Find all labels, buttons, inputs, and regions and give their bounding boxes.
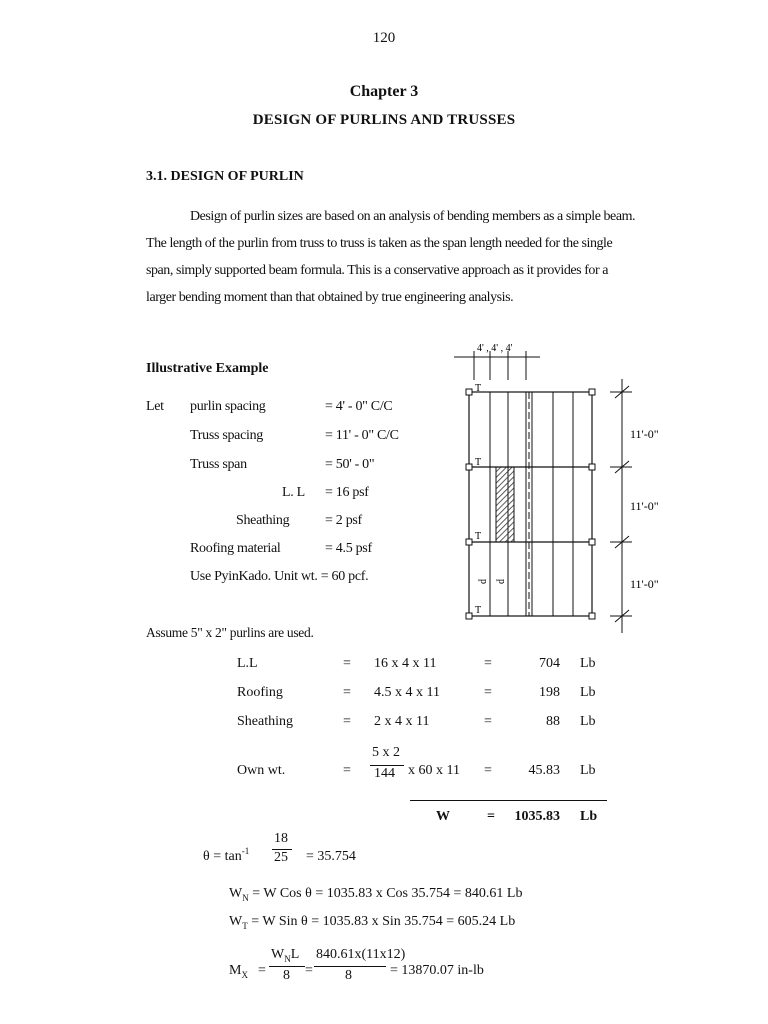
load-unit: Lb — [580, 685, 596, 700]
total-unit: Lb — [580, 809, 598, 824]
assume-note: Assume 5" x 2" purlins are used. — [146, 625, 314, 640]
total-name: W — [436, 809, 450, 824]
given-label: Truss span — [190, 457, 247, 472]
mx-rhs: = 13870.07 in-lb — [390, 963, 484, 978]
wt-rest: = W Sin θ = 1035.83 x Sin 35.754 = 605.24 Lb — [247, 914, 516, 929]
load-eq: = — [343, 714, 351, 729]
load-eq2: = — [484, 685, 492, 700]
wt-equation — [229, 914, 515, 930]
given-value: = 11' - 0" C/C — [325, 428, 399, 443]
load-eq: = — [343, 685, 351, 700]
given-label: Roofing material — [190, 541, 281, 556]
load-value: 198 — [539, 685, 560, 700]
wt-sub: T — [242, 921, 248, 931]
bay-dim-label: 11'-0" — [630, 499, 659, 513]
given-value: = 4.5 psf — [325, 541, 372, 556]
given-value: = 4' - 0" C/C — [325, 399, 393, 414]
paragraph-line: The length of the purlin from truss to truss is taken as the span length needed for the single — [146, 236, 613, 251]
load-unit: Lb — [580, 714, 596, 729]
intro-paragraph — [146, 203, 669, 311]
mx-num1-rest: L — [290, 947, 300, 962]
given-label: purlin spacing — [190, 399, 266, 414]
theta-equation — [203, 846, 250, 865]
top-dim-label: 4' , 4' , 4' — [477, 343, 513, 354]
chapter-heading: Chapter 3 — [349, 83, 419, 100]
truss-label: T — [475, 605, 482, 616]
example-heading: Illustrative Example — [146, 361, 269, 376]
load-expr: 2 x 4 x 11 — [374, 714, 430, 729]
load-name: Sheathing — [237, 714, 293, 729]
mx-num1-full — [271, 947, 299, 963]
section-heading: 3.1. DESIGN OF PURLIN — [146, 169, 304, 184]
total-value: 1035.83 — [514, 809, 560, 824]
fraction-bar — [269, 966, 305, 967]
theta-lhs: θ = tan — [203, 849, 242, 864]
bay-dim-label: 11'-0" — [630, 577, 659, 591]
load-name: L.L — [237, 656, 258, 671]
own-wt-eq: = — [343, 763, 351, 778]
mx-eq: = — [258, 963, 266, 978]
load-value: 704 — [539, 656, 560, 671]
use-note: Use PyinKado. Unit wt. = 60 pcf. — [190, 569, 369, 584]
given-label: L. L — [282, 485, 305, 500]
fraction-bar — [314, 966, 386, 967]
truss-label: T — [475, 383, 482, 394]
chapter-title: DESIGN OF PURLINS AND TRUSSES — [252, 112, 516, 128]
truss-label: T — [475, 457, 482, 468]
load-expr: 16 x 4 x 11 — [374, 656, 437, 671]
given-label: Sheathing — [236, 513, 290, 528]
mx-eq2: = — [305, 963, 313, 978]
roof-plan-diagram — [440, 335, 659, 635]
own-wt-value: 45.83 — [528, 763, 560, 778]
load-value: 88 — [546, 714, 560, 729]
mx-num1-symbol: W — [271, 947, 285, 962]
bay-dim-label: 11'-0" — [630, 427, 659, 441]
theta-denominator: 25 — [274, 850, 288, 865]
given-value: = 50' - 0" — [325, 457, 375, 472]
load-expr: 4.5 x 4 x 11 — [374, 685, 440, 700]
mx-den2: 8 — [345, 968, 352, 983]
let-label: Let — [146, 399, 164, 414]
theta-rhs: = 35.754 — [306, 849, 356, 864]
own-wt-unit: Lb — [580, 763, 596, 778]
own-wt-denominator: 144 — [374, 766, 395, 781]
own-wt-eq2: = — [484, 763, 492, 778]
mx-sub: X — [241, 970, 248, 980]
given-label: Truss spacing — [190, 428, 263, 443]
wn-equation — [229, 886, 522, 902]
total-eq: = — [487, 809, 495, 824]
truss-label: T — [475, 531, 482, 542]
load-name: Roofing — [237, 685, 283, 700]
mx-num2: 840.61x(11x12) — [316, 947, 406, 962]
page-number: 120 — [372, 30, 396, 46]
theta-sup: -1 — [241, 846, 250, 856]
paragraph-line: larger bending moment than that obtained by true engineering analysis. — [146, 290, 514, 305]
mx-lhs — [229, 963, 248, 979]
mx-num1-sub: N — [284, 954, 291, 964]
wn-sub: N — [242, 893, 249, 903]
load-unit: Lb — [580, 656, 596, 671]
mx-den1: 8 — [283, 968, 290, 983]
sum-rule — [410, 800, 607, 801]
purlin-label: p — [478, 579, 489, 584]
load-eq: = — [343, 656, 351, 671]
tributary-area — [496, 467, 514, 542]
own-wt-numerator: 5 x 2 — [372, 745, 400, 760]
mx-symbol: M — [229, 963, 242, 978]
load-eq2: = — [484, 714, 492, 729]
wn-symbol: W — [229, 886, 243, 901]
theta-numerator: 18 — [274, 831, 288, 846]
own-wt-name: Own wt. — [237, 763, 286, 778]
given-value: = 16 psf — [325, 485, 369, 500]
given-value: = 2 psf — [325, 513, 362, 528]
paragraph-line: span, simply supported beam formula. This is a conservative approach as it provides for a — [146, 263, 609, 278]
load-eq2: = — [484, 656, 492, 671]
purlin-label: p — [496, 579, 507, 584]
wn-rest: = W Cos θ = 1035.83 x Cos 35.754 = 840.61 Lb — [248, 886, 523, 901]
wt-symbol: W — [229, 914, 243, 929]
paragraph-line: Design of purlin sizes are based on an analysis of bending members as a simple beam. — [190, 209, 636, 224]
own-wt-rest: x 60 x 11 — [408, 763, 460, 778]
